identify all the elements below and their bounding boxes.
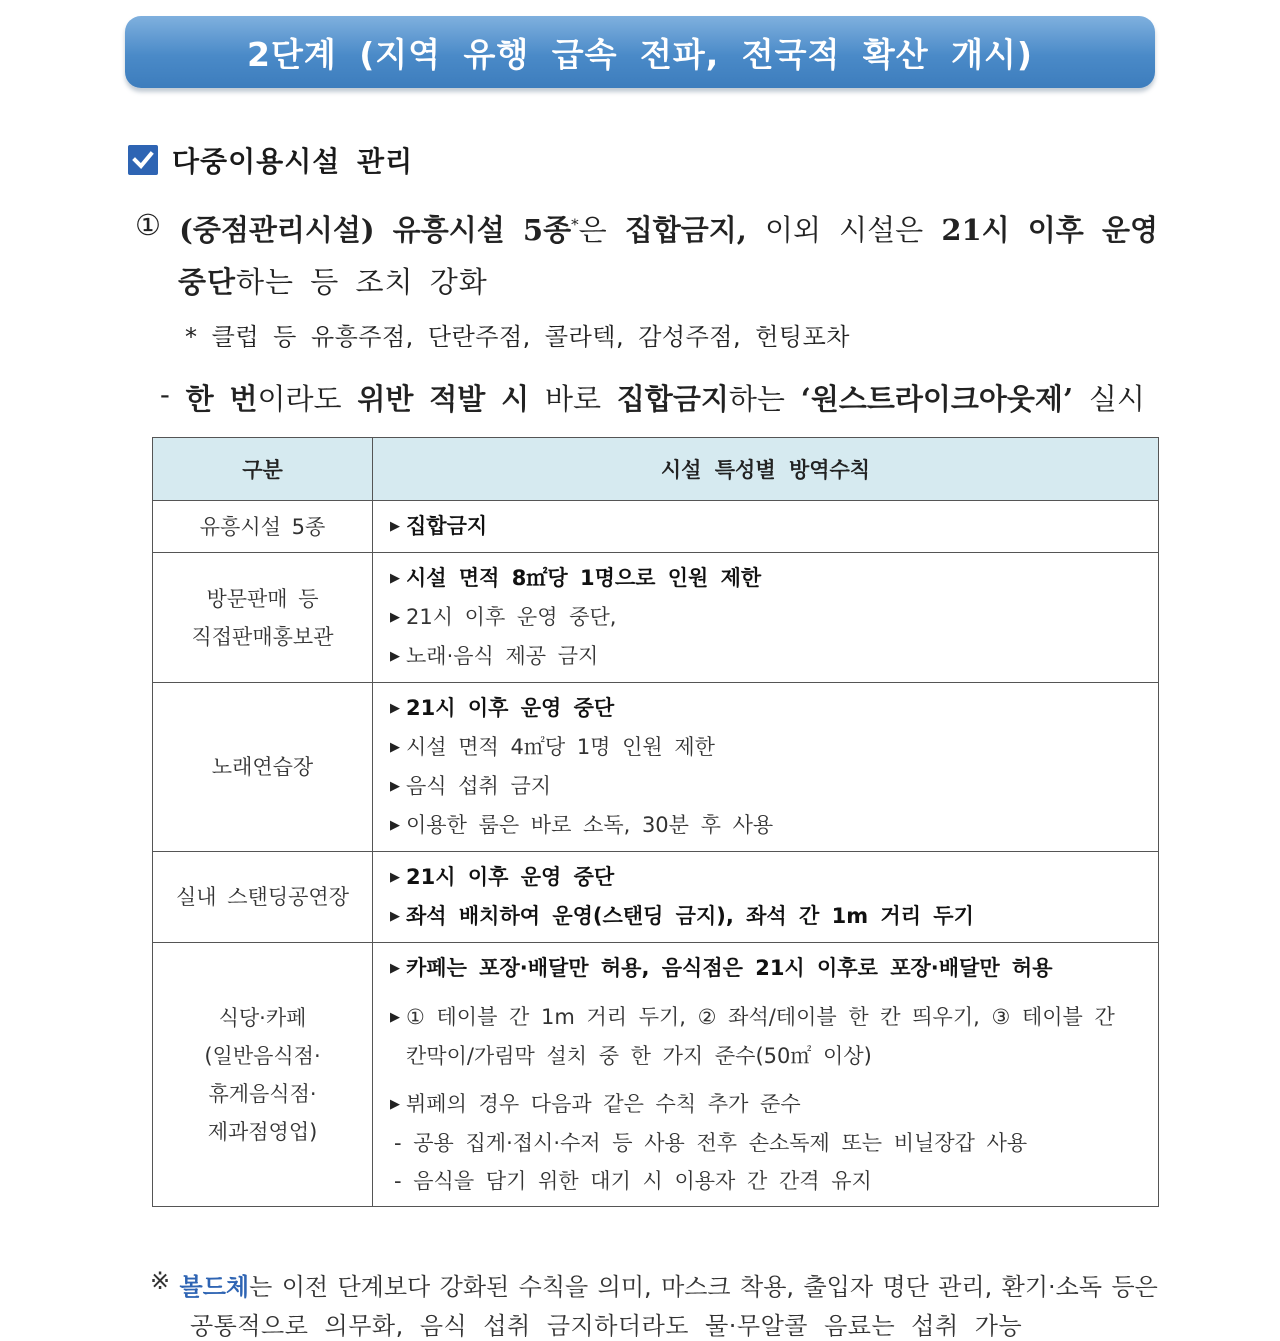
rule-item [390, 559, 1138, 598]
triangle-bullet-icon: ▶ [390, 1010, 400, 1025]
triangle-bullet-icon: ▶ [390, 610, 400, 625]
facility-note: * 클럽 등 유흥주점, 단란주점, 콜라텍, 감성주점, 헌팅포차 [185, 323, 850, 351]
rule-item-text: 집합금지 [406, 514, 488, 538]
rule-word-text: 시설은 [839, 213, 924, 247]
triangle-bullet-icon: ▶ [390, 909, 400, 924]
one-strike-rule [160, 377, 1145, 418]
facility-category [153, 553, 373, 683]
rules-cell [373, 943, 1159, 1207]
rule-item [390, 858, 1138, 897]
footnote-word [150, 1267, 170, 1302]
rule-word [229, 377, 341, 418]
rule-word [179, 208, 375, 249]
rule-word [393, 208, 505, 249]
rule-word [625, 208, 747, 249]
footnote-word-text: 의미, [597, 1273, 652, 1301]
footnote-word-text: 이전 [281, 1273, 329, 1301]
rule-word-text: 이외 [765, 213, 822, 247]
footnote-word-text: 출입자 [803, 1273, 874, 1301]
stage-title: 2단계 (지역 유행 급속 전파, 전국적 확산 개시) [246, 34, 1033, 74]
footnote-mark: * [571, 215, 579, 234]
footnote-word [803, 1267, 873, 1302]
category-line: 방문판매 등 [206, 586, 319, 611]
footnote-word [519, 1267, 589, 1302]
footnote-word [180, 1267, 273, 1302]
rule-item-text: 시설 면적 8㎡당 1명으로 인원 제한 [406, 566, 762, 590]
main-rule-rest: 하는 등 조치 강화 [236, 265, 488, 299]
rule-word [617, 377, 785, 418]
rule-word [839, 208, 923, 249]
table-row [153, 683, 1159, 852]
triangle-bullet-icon: ▶ [390, 519, 400, 534]
table-row [153, 553, 1159, 683]
rule-word [501, 377, 529, 418]
rule-item [390, 949, 1138, 988]
rule-word-text: 위반 [357, 382, 414, 416]
rule-item-text: - 음식을 담기 위한 대기 시 이용자 간 간격 유지 [394, 1169, 872, 1193]
rule-word-suffix: 은 [578, 213, 607, 247]
table-row [153, 501, 1159, 553]
footnote-word [661, 1267, 731, 1302]
footnote-word [598, 1267, 652, 1302]
footnote-word-text: 단계보다 [337, 1273, 431, 1301]
footnote-word-suffix: 는 [249, 1273, 273, 1301]
footnote-word-text: 마스크 [661, 1273, 731, 1301]
header-rules: 시설 특성별 방역수칙 [373, 438, 1159, 501]
rule-item-text: 카페는 포장·배달만 허용, 음식점은 21시 이후로 포장·배달만 허용 [406, 956, 1053, 980]
category-line: 실내 스탠딩공연장 [176, 885, 349, 909]
category-line: 유흥시설 5종 [199, 514, 326, 539]
footnote-word [1111, 1267, 1157, 1302]
rule-item-text: ① 테이블 간 1m 거리 두기, ② 좌석/테이블 한 칸 띄우기, ③ 테이블 간 [406, 1005, 1115, 1029]
rules-cell [373, 852, 1159, 943]
rule-word [1089, 377, 1145, 418]
rule-word [357, 377, 413, 418]
footnote-line-1 [150, 1267, 1158, 1302]
triangle-bullet-icon: ▶ [390, 1097, 400, 1112]
rule-word-suffix: 이라도 [257, 382, 342, 416]
category-line: 직접판매홍보관 [191, 624, 334, 649]
rule-word-text: 집합금지 [616, 382, 729, 416]
rule-word [523, 208, 607, 249]
triangle-bullet-icon: ▶ [390, 649, 400, 664]
rule-word [801, 377, 1073, 418]
triangle-bullet-icon: ▶ [390, 701, 400, 716]
category-line: 휴게음식점· [208, 1081, 317, 1106]
rule-item [390, 998, 1138, 1037]
rule-item [390, 897, 1138, 936]
rule-word [941, 208, 1009, 249]
rule-item-text: 뷔페의 경우 다음과 같은 수칙 추가 준수 [406, 1092, 801, 1116]
footnote-word-text: 등은 [1111, 1273, 1158, 1301]
rule-item-text: 좌석 배치하여 운영(스탠딩 금지), 좌석 간 1m 거리 두기 [406, 904, 974, 928]
rule-item-text: 칸막이/가림막 설치 중 한 가지 준수(50㎡ 이상) [406, 1044, 872, 1068]
rule-word-text: 시 [501, 382, 530, 416]
rule-word [1102, 208, 1158, 249]
rule-item-text: 21시 이후 운영 중단 [406, 865, 615, 889]
rule-item [390, 1085, 1138, 1124]
category-line: 노래연습장 [211, 755, 314, 779]
main-rule-bold: 중단 [178, 265, 237, 299]
facility-category [153, 683, 373, 852]
rule-word-text: 실시 [1088, 382, 1145, 416]
rule-item [390, 1124, 1138, 1162]
footnote-word [740, 1267, 794, 1302]
footnote-word [440, 1267, 510, 1302]
footnote-word-text: 관리, [938, 1273, 993, 1301]
triangle-bullet-icon: ▶ [390, 818, 400, 833]
rule-item [390, 1162, 1138, 1200]
main-rule-line-1 [135, 208, 1158, 249]
rule-item [390, 637, 1138, 676]
rule-item-text: - 공용 집게·접시·수저 등 사용 전후 손소독제 또는 비닐장갑 사용 [394, 1131, 1028, 1155]
rule-word-text: 이후 [1027, 213, 1084, 247]
rule-word-text: 유흥시설 [392, 213, 505, 247]
rule-word-text: 5종 [522, 213, 572, 247]
footnote-word-text: 강화된 [439, 1273, 510, 1301]
rule-word-text: ① [135, 208, 161, 242]
rule-item [390, 689, 1138, 728]
rule-item-text: 21시 이후 운영 중단 [406, 696, 615, 720]
footnote-word-text: 볼드체 [179, 1273, 250, 1301]
facility-category [153, 943, 373, 1207]
rule-item [390, 507, 1138, 546]
table-row [153, 852, 1159, 943]
rule-word [186, 377, 214, 418]
rule-item [390, 598, 1138, 637]
footnote-word [282, 1267, 328, 1302]
table-row [153, 943, 1159, 1207]
rule-word-text: 집합금지, [624, 213, 747, 247]
rule-word-text: (중점관리시설) [179, 213, 375, 247]
triangle-bullet-icon: ▶ [390, 740, 400, 755]
rule-word-text: 운영 [1101, 213, 1158, 247]
section-heading [128, 142, 413, 178]
category-line: 식당·카페 [218, 1005, 307, 1030]
rule-word-text: 한 [185, 382, 214, 416]
rule-item [390, 1037, 1138, 1075]
facility-category [153, 501, 373, 553]
rule-word-suffix: 하는 [728, 382, 785, 416]
table-header-row [153, 438, 1159, 501]
footnote-word [1002, 1267, 1102, 1302]
footnote-line-2: 공통적으로 의무화, 음식 섭취 금지하더라도 물·무알콜 음료는 섭취 가능 [190, 1312, 1023, 1340]
rule-item-text: 음식 섭취 금지 [406, 774, 552, 798]
facility-category [153, 852, 373, 943]
rule-word-text: 바로 [544, 382, 601, 416]
footnote-word [882, 1267, 928, 1302]
rule-word [545, 377, 601, 418]
rule-word [429, 377, 485, 418]
quarantine-rules-table [152, 437, 1159, 1207]
header-category: 구분 [153, 438, 373, 501]
footnote-word-text: 수칙을 [518, 1273, 589, 1301]
footnote-word-text: 명단 [882, 1273, 929, 1301]
rule-item [390, 767, 1138, 806]
rules-cell [373, 683, 1159, 852]
category-line: 제과점영업) [207, 1119, 318, 1144]
rules-cell [373, 553, 1159, 683]
rules-cell [373, 501, 1159, 553]
stage-banner [125, 16, 1155, 88]
rule-item-text: 시설 면적 4㎡당 1명 인원 제한 [406, 735, 715, 759]
rule-item-text: 노래·음식 제공 금지 [406, 644, 599, 668]
triangle-bullet-icon: ▶ [390, 571, 400, 586]
checkbox-checked-icon [128, 145, 158, 175]
footnote-word [938, 1267, 992, 1302]
triangle-bullet-icon: ▶ [390, 961, 400, 976]
rule-word-text: 21시 [941, 213, 1010, 247]
triangle-bullet-icon: ▶ [390, 779, 400, 794]
rule-word-text: 번 [229, 382, 258, 416]
rule-word [135, 208, 161, 249]
triangle-bullet-icon: ▶ [390, 870, 400, 885]
rule-word-text: ‘원스트라이크아웃제’ [800, 382, 1074, 416]
footnote-word-text: ※ [150, 1267, 171, 1295]
main-rule-line-2 [178, 260, 488, 301]
rule-item [390, 806, 1138, 845]
rule-item-text: 21시 이후 운영 중단, [406, 605, 617, 629]
footnote-word-text: 착용, [740, 1273, 795, 1301]
section-title: 다중이용시설 관리 [172, 145, 414, 178]
rule-word-text: - [160, 377, 170, 411]
rule-word-text: 적발 [429, 382, 486, 416]
rule-word [765, 208, 821, 249]
category-line: (일반음식점· [204, 1043, 321, 1068]
rule-word [1028, 208, 1084, 249]
rule-word [160, 377, 170, 418]
rule-item [390, 728, 1138, 767]
footnote-word-text: 환기·소독 [1001, 1273, 1103, 1301]
rule-item-text: 이용한 룸은 바로 소독, 30분 후 사용 [406, 813, 774, 837]
footnote-word [338, 1267, 431, 1302]
